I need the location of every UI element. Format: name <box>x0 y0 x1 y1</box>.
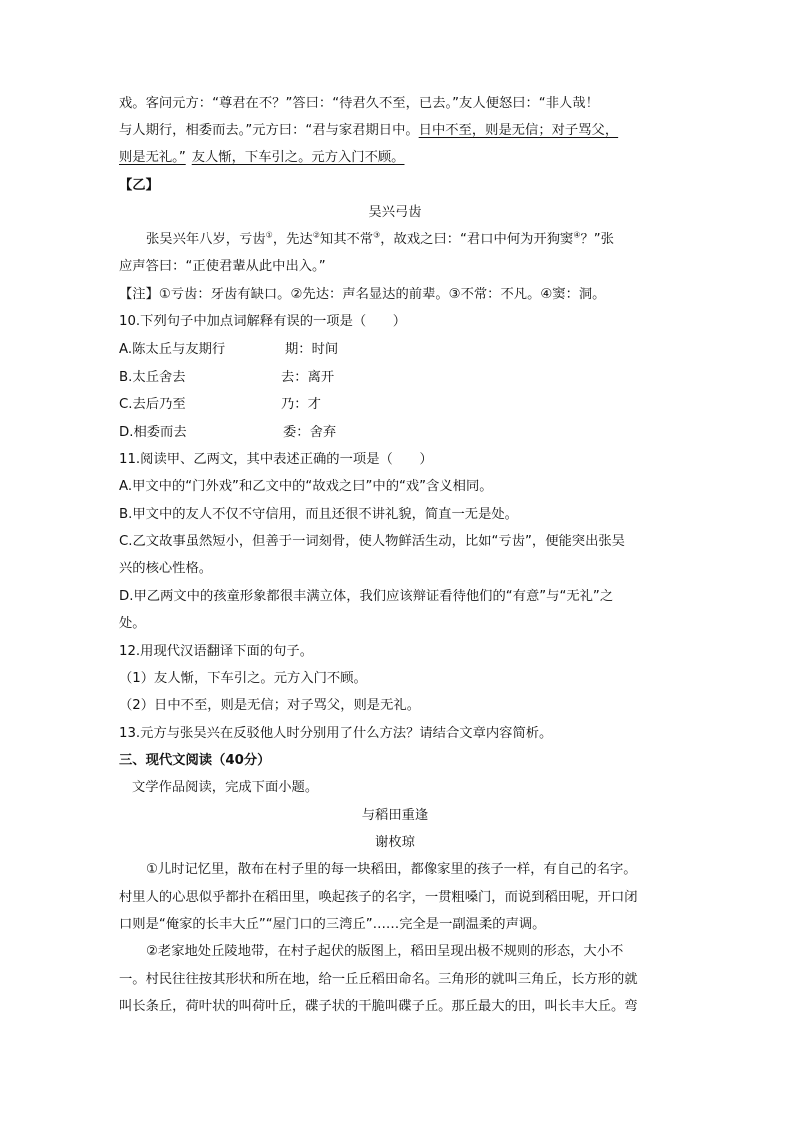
q11-option-d-line-1: D.甲乙两文中的孩童形象都很丰满立体，我们应该辩证看待他们的“有意”与“无礼”之 <box>119 589 614 604</box>
q12-sentence-1: （1）友人惭，下车引之。元方入门不顾。 <box>119 671 367 686</box>
option-text: D.相委而去 <box>119 425 187 440</box>
yi-text-a: 张吴兴年八岁，亏齿 <box>146 232 266 247</box>
option-gloss: 期：时间 <box>285 342 339 357</box>
article-p1-line-3: 口则是“俺家的长丰大丘”“屋门口的三湾丘”……完全是一副温柔的声调。 <box>119 917 546 932</box>
article-title: 与稻田重逢 <box>361 808 429 823</box>
yi-paragraph-line-2: 应声答曰：“正使君輩从此中出入。” <box>119 259 326 274</box>
article-author: 谢枚琼 <box>375 835 415 850</box>
option-gloss: 委：舍弃 <box>283 425 337 440</box>
section-3-heading: 三、现代文阅读（40分） <box>119 753 271 768</box>
q13-stem: 13.元方与张吴兴在反驳他人时分别用了什么方法？请结合文章内容简析。 <box>119 726 553 741</box>
q11-option-c-line-2: 兴的核心性格。 <box>119 561 213 576</box>
note-marker-3: ③ <box>373 230 381 240</box>
yi-notes: 【注】①亏齿：牙齿有缺口。②先达：声名显达的前辈。③不常：不凡。④窦：洞。 <box>119 287 606 302</box>
article-p1-line-1: ①儿时记忆里，散布在村子里的每一块稻田，都像家里的孩子一样，有自己的名字。 <box>146 862 637 877</box>
q10-option-a <box>119 341 338 359</box>
yi-text-b: ，先达 <box>272 232 313 247</box>
q11-option-a: A.甲文中的“门外戏”和乙文中的“故戏之曰”中的“戏”含义相同。 <box>119 479 493 494</box>
yi-text-c: 知其不常 <box>319 232 374 247</box>
note-marker-2: ② <box>312 230 320 240</box>
jia-underlined-sentence-2: 友人惭，下车引之。元方入门不顾。 <box>191 150 405 165</box>
option-gloss: 乃：才 <box>281 397 321 412</box>
option-text: A.陈太丘与友期行 <box>119 342 226 357</box>
article-p2-line-3: 叫长条丘，荷叶状的叫荷叶丘，碟子状的干脆叫碟子丘。那丘最大的田，叫长丰大丘。弯 <box>119 999 638 1014</box>
article-p2-line-2: 一。村民往往按其形状和所在地，给一丘丘稻田命名。三角形的就叫三角丘，长方形的就 <box>119 972 638 987</box>
yi-heading: 【乙】 <box>119 178 159 193</box>
note-marker-1: ① <box>265 230 273 240</box>
article-p1-line-2: 村里人的心思似乎都扑在稻田里，唤起孩子的名字，一贯粗嗓门，而说到稻田呢，开口闭 <box>119 890 638 905</box>
q10-stem: 10.下列句子中加点词解释有误的一项是（ ） <box>119 314 407 329</box>
section-3-intro: 文学作品阅读，完成下面小题。 <box>132 780 319 795</box>
article-p2-line-1: ②老家地处丘陵地带，在村子起伏的版图上，稻田呈现出极不规则的形态，大小不 <box>146 944 624 959</box>
note-marker-4: ④ <box>573 230 581 240</box>
q11-option-b: B.甲文中的友人不仅不守信用，而且还很不讲礼貌，简直一无是处。 <box>119 507 518 522</box>
q11-stem: 11.阅读甲、乙两文，其中表述正确的一项是（ ） <box>119 452 433 467</box>
yi-paragraph-line-1 <box>146 231 614 249</box>
q11-option-d-line-2: 处。 <box>119 616 146 631</box>
yi-text-e: ？”张 <box>580 232 614 247</box>
q10-option-b <box>119 369 334 387</box>
q12-stem: 12.用现代汉语翻译下面的句子。 <box>119 644 314 659</box>
jia-underlined-sentence: 日中不至，则是无信；对子骂父， <box>418 123 619 138</box>
q11-option-c-line-1: C.乙文故事虽然短小，但善于一词刻骨，使人物鲜活生动，比如“亏齿”，便能突出张吴 <box>119 534 625 549</box>
option-text: B.太丘舍去 <box>119 370 186 385</box>
jia-line-2 <box>119 122 618 140</box>
yi-text-d: ，故戏之曰：“君口中何为开狗窦 <box>380 232 574 247</box>
jia-line-3 <box>119 149 404 167</box>
yi-title: 吴兴弓齿 <box>368 205 422 220</box>
jia-line-1: 戏。客问元方：“尊君在不？”答曰：“待君久不至，已去。”友人便怒曰：“非人哉！ <box>119 96 599 111</box>
q10-option-d <box>119 424 336 442</box>
jia-line-2-text: 与人期行，相委而去。”元方曰：“君与家君期日中。 <box>119 123 419 138</box>
jia-underlined-end: 则是无礼。” <box>119 150 186 165</box>
option-text: C.去后乃至 <box>119 397 186 412</box>
q10-option-c <box>119 396 321 414</box>
q12-sentence-2: （2）日中不至，则是无信；对子骂父，则是无礼。 <box>119 698 420 713</box>
option-gloss: 去：离开 <box>281 370 335 385</box>
